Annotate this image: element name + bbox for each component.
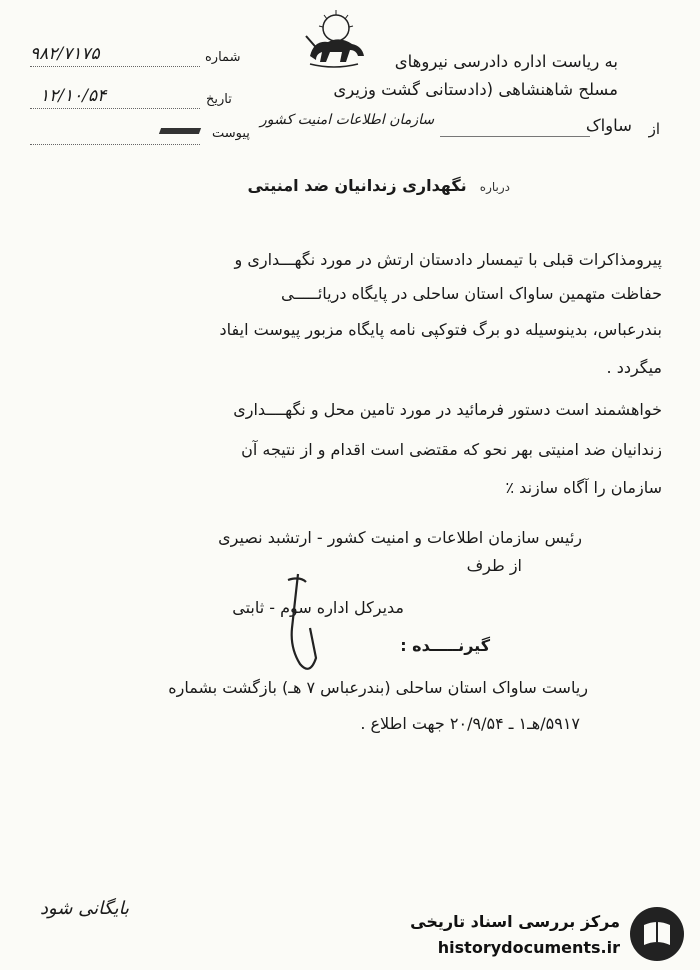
recipients-line-2: ۵۹۱۷/هـ۱ ـ ۲۰/۹/۵۴ جهت اطلاع . [360, 714, 580, 733]
attachment-underline [30, 144, 200, 145]
from-prefix: از [648, 120, 660, 138]
addressee-line-1: به ریاست اداره دادرسی نیروهای [394, 52, 618, 71]
signature-line-2: از طرف [466, 556, 522, 575]
attachment-label: پیوست [212, 126, 250, 141]
body-line-1: پیرومذاکرات قبلی با تیمسار دادستان ارتش در مورد نگهـــداری و [234, 250, 662, 269]
attachment-scribble [159, 128, 201, 134]
handwritten-note: بایگانی شود [40, 898, 130, 919]
date-underline [30, 108, 200, 109]
body-line-3: بندرعباس، بدینوسیله دو برگ فتوکپی نامه پایگاه مزبور پیوست ایفاد [219, 320, 662, 339]
date-label: تاریخ [206, 92, 232, 107]
footer-title: مرکز بررسی اسناد تاریخی [410, 912, 620, 931]
from-organization: سازمان اطلاعات امنیت کشور [260, 112, 435, 128]
body-line-6: زندانیان ضد امنیتی بهر نحو که مقتضی است اقدام و از نتیجه آن [241, 440, 662, 459]
number-label: شماره [205, 50, 241, 65]
number-value: ۹۸۲/۷۱۷۵ [30, 44, 100, 64]
body-line-4: میگردد . [606, 358, 662, 377]
footer-site-link[interactable]: historydocuments.ir [437, 938, 620, 957]
body-line-2: حفاظت متهمین ساواک استان ساحلی در پایگاه دریائـــــی [281, 284, 662, 303]
book-logo-icon [628, 905, 686, 963]
signature-icon [270, 568, 330, 678]
from-value: ساواک [585, 116, 632, 135]
from-underline [440, 136, 590, 137]
subject-label: درباره [479, 180, 510, 194]
lion-and-sun-emblem-icon [296, 6, 370, 72]
recipients-label: گیرنـــــده : [400, 636, 490, 655]
signature-line-3: مدیرکل اداره سوم - ثابتی [232, 598, 404, 617]
date-value: ۱۲/۱۰/۵۴ [40, 86, 107, 106]
subject-line [247, 176, 510, 195]
number-underline [30, 66, 200, 67]
addressee-line-2: مسلح شاهنشاهی (دادستانی گشت وزیری [333, 80, 618, 99]
body-line-5: خواهشمند است دستور فرمائید در مورد تامین محل و نگهــــداری [233, 400, 662, 419]
body-line-7: سازمان را آگاه سازند ٪ [505, 478, 662, 497]
recipients-line-1: ریاست ساواک استان ساحلی (بندرعباس ۷ هـ) بازگشت بشماره [168, 678, 588, 697]
subject-text: نگهداری زندانیان ضد امنیتی [247, 176, 467, 195]
signature-line-1: رئیس سازمان اطلاعات و امنیت کشور - ارتشبد نصیری [218, 528, 582, 547]
